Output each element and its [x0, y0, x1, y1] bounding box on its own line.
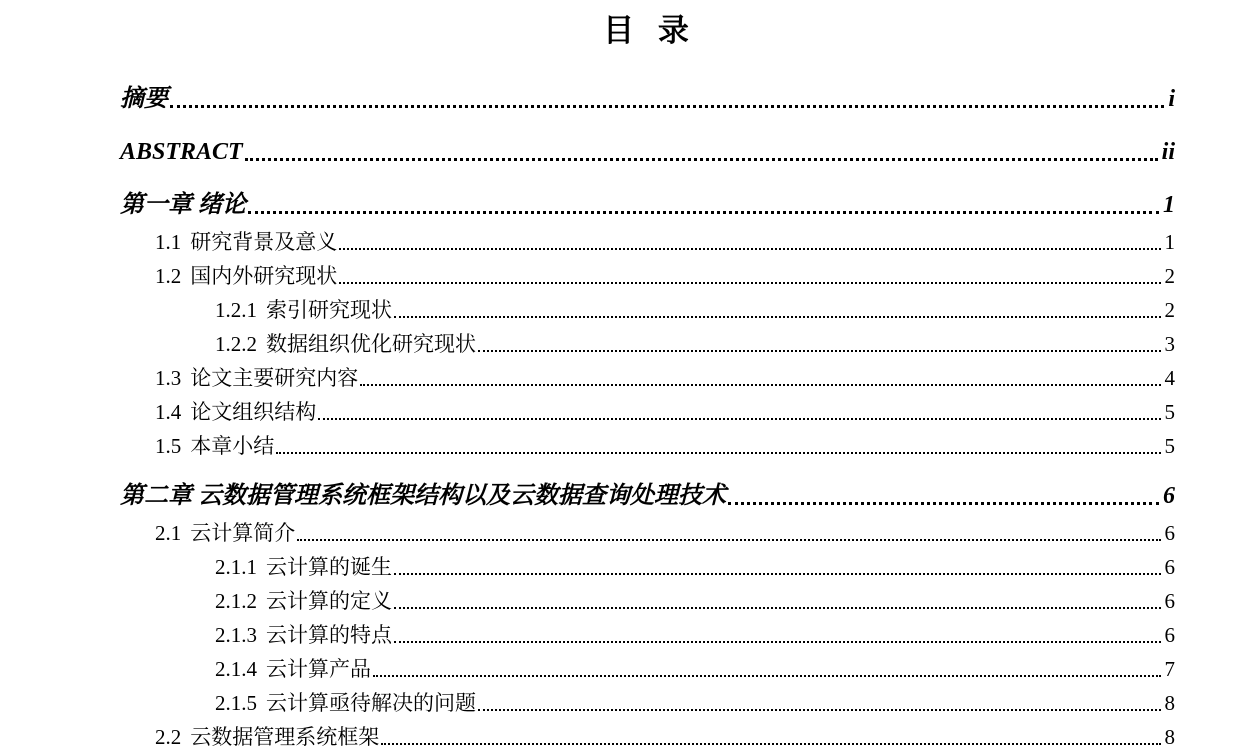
toc-entry-page: 6	[1164, 623, 1175, 647]
toc-entry-page: 7	[1164, 657, 1175, 681]
toc-entry[interactable]	[120, 550, 1175, 584]
toc-entry-number: 2.2	[155, 725, 182, 749]
toc-entry-page: i	[1168, 86, 1175, 112]
toc-entry-label: 云计算的诞生	[266, 555, 392, 579]
toc-entry[interactable]	[120, 185, 1175, 225]
toc-entry-page: 2	[1164, 264, 1175, 288]
toc-entry[interactable]	[120, 618, 1175, 652]
toc-entry-page: 8	[1164, 691, 1175, 715]
dot-leader	[728, 502, 1159, 505]
toc-entry-label: 本章小结	[190, 434, 275, 458]
toc-entry-page: 5	[1164, 400, 1175, 424]
dot-leader	[339, 282, 1160, 284]
toc-entry-number: 1.4	[155, 400, 182, 424]
dot-leader	[276, 452, 1160, 454]
toc-entry[interactable]	[120, 395, 1175, 429]
dot-leader	[248, 211, 1159, 214]
toc-entry-number: 2.1.2	[215, 589, 257, 613]
toc-entry-label: 研究背景及意义	[190, 230, 338, 254]
toc-entry-label: 云计算的特点	[266, 623, 392, 647]
toc-entry[interactable]	[120, 720, 1175, 754]
toc-entry-page: 5	[1164, 434, 1175, 458]
toc-entry-number: 1.2.1	[215, 298, 257, 322]
page-title: 目 录	[603, 13, 692, 48]
toc-entry-label: 云计算简介	[190, 521, 296, 545]
dot-leader	[478, 709, 1161, 711]
dot-leader	[394, 573, 1161, 575]
toc-list	[120, 52, 1175, 754]
toc-entry-number: 2.1	[155, 521, 182, 545]
toc-entry-label: 第一章 绪论	[120, 192, 246, 218]
toc-entry-page: 6	[1164, 521, 1175, 545]
dot-leader	[360, 384, 1160, 386]
toc-entry[interactable]	[120, 225, 1175, 259]
toc-entry-page: 6	[1164, 589, 1175, 613]
dot-leader	[478, 350, 1161, 352]
dot-leader	[394, 607, 1161, 609]
toc-entry[interactable]	[120, 516, 1175, 550]
toc-entry-label: 索引研究现状	[266, 298, 392, 322]
toc-entry[interactable]	[120, 584, 1175, 618]
toc-entry-label: 云计算产品	[266, 657, 371, 681]
dot-leader	[381, 743, 1160, 745]
toc-entry-number: 1.1	[155, 230, 182, 254]
dot-leader	[170, 105, 1164, 108]
toc-entry[interactable]	[120, 652, 1175, 686]
toc-entry-page: 4	[1164, 366, 1175, 390]
toc-entry[interactable]	[120, 259, 1175, 293]
toc-entry[interactable]	[120, 132, 1175, 172]
toc-entry[interactable]	[120, 476, 1175, 516]
toc-entry-number: 1.2.2	[215, 332, 257, 356]
toc-entry-number: 1.2	[155, 264, 182, 288]
dot-leader	[373, 675, 1161, 677]
toc-entry[interactable]	[120, 429, 1175, 463]
dot-leader	[297, 539, 1160, 541]
toc-entry-number: 2.1.5	[215, 691, 257, 715]
dot-leader	[318, 418, 1160, 420]
toc-entry-number: 1.5	[155, 434, 182, 458]
toc-entry-number: 2.1.1	[215, 555, 257, 579]
toc-entry-label: ABSTRACT	[120, 139, 243, 165]
toc-entry-page: 1	[1164, 230, 1175, 254]
toc-entry-page: 6	[1163, 483, 1175, 509]
toc-entry-page: 3	[1164, 332, 1175, 356]
dot-leader	[339, 248, 1160, 250]
toc-entry-label: 第二章 云数据管理系统框架结构以及云数据查询处理技术	[120, 483, 726, 509]
toc-entry-label: 论文主要研究内容	[190, 366, 359, 390]
toc-entry-number: 1.3	[155, 366, 182, 390]
dot-leader	[394, 641, 1161, 643]
toc-entry-page: 2	[1164, 298, 1175, 322]
toc-entry-page: 1	[1163, 192, 1175, 218]
toc-entry-label: 云计算亟待解决的问题	[266, 691, 476, 715]
toc-entry-label: 摘要	[120, 86, 168, 112]
toc-entry-label: 数据组织优化研究现状	[266, 332, 476, 356]
toc-entry-label: 云数据管理系统框架	[190, 725, 380, 749]
toc-entry-page: 8	[1164, 725, 1175, 749]
toc-entry[interactable]	[120, 79, 1175, 119]
toc-entry-page: ii	[1161, 139, 1175, 165]
toc-entry-label: 国内外研究现状	[190, 264, 338, 288]
toc-entry[interactable]	[120, 686, 1175, 720]
toc-entry[interactable]	[120, 361, 1175, 395]
dot-leader	[245, 158, 1158, 161]
toc-entry-number: 2.1.3	[215, 623, 257, 647]
toc-entry-label: 论文组织结构	[190, 400, 317, 424]
toc-entry-number: 2.1.4	[215, 657, 257, 681]
toc-entry[interactable]	[120, 293, 1175, 327]
dot-leader	[394, 316, 1161, 318]
toc-entry[interactable]	[120, 327, 1175, 361]
toc-entry-label: 云计算的定义	[266, 589, 392, 613]
toc-entry-page: 6	[1164, 555, 1175, 579]
